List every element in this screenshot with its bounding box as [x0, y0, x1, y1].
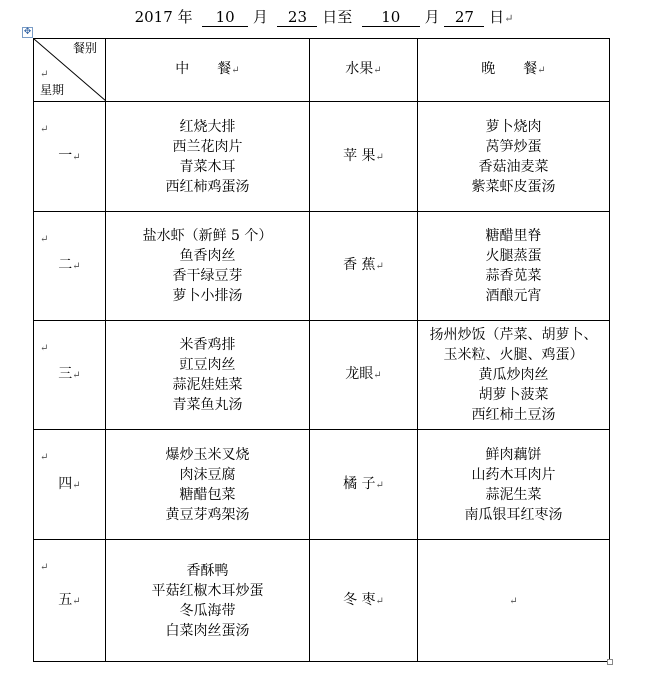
day-cell: ↵ 三↵	[34, 321, 106, 430]
dish: 青菜鱼丸汤	[172, 397, 243, 413]
day-label: 三	[58, 366, 73, 382]
dish: 南瓜银耳红枣汤	[464, 506, 563, 523]
dish: 蒜香苋菜	[485, 268, 542, 284]
lunch-cell	[106, 102, 310, 212]
dish: 黄豆芽鸡架汤	[165, 506, 250, 523]
dish: 萝卜烧肉	[485, 118, 542, 135]
paragraph-mark: ↵	[504, 12, 514, 25]
header-fruit: 水果↵	[310, 39, 418, 102]
title-day-unit-1: 日至	[322, 8, 353, 26]
paragraph-mark: ↵	[40, 69, 49, 80]
title-start-month: 10	[202, 9, 248, 27]
fruit: 香 蕉	[343, 257, 376, 273]
dish: 香菇油麦菜	[478, 158, 549, 175]
day-label: 一	[58, 147, 73, 164]
paragraph-mark: ↵	[509, 595, 518, 607]
table-row	[34, 212, 610, 321]
dish: 糖醋包菜	[179, 486, 236, 503]
dish: 糖醋里脊	[485, 228, 542, 244]
fruit: 苹 果	[343, 147, 376, 164]
header-corner-cell	[34, 39, 106, 102]
header-row	[34, 39, 610, 102]
header-lunch: 中 餐↵	[106, 39, 310, 102]
dish: 白菜肉丝蛋汤	[165, 622, 250, 639]
dish: 西红柿土豆汤	[471, 407, 556, 423]
dish: 米香鸡排	[179, 337, 236, 353]
weekly-menu-table	[33, 38, 610, 662]
table-row	[34, 540, 610, 662]
dish: 扬州炒饭（芹菜、胡萝卜、	[429, 327, 598, 343]
lunch-cell	[106, 321, 310, 430]
fruit-cell: 龙眼↵	[310, 321, 418, 430]
dish: 肉沫豆腐	[179, 466, 236, 483]
day-cell: ↵ 五↵	[34, 540, 106, 662]
fruit-cell: 橘 子↵	[310, 430, 418, 540]
dish: 爆炒玉米叉烧	[165, 446, 250, 463]
fruit-cell: 香 蕉↵	[310, 212, 418, 321]
dish: 蒜泥娃娃菜	[172, 377, 243, 393]
dish: 紫菜虾皮蛋汤	[471, 178, 556, 195]
title-month-unit-2: 月	[424, 8, 440, 26]
dish: 酒酿元宵	[485, 288, 542, 304]
table-move-handle-icon[interactable]: ✥	[23, 27, 32, 37]
dish: 豇豆肉丝	[179, 357, 236, 373]
table-row	[34, 321, 610, 430]
day-cell: ↵ 二↵	[34, 212, 106, 321]
dish: 盐水虾（新鲜 5 个）	[142, 228, 273, 244]
dinner-cell	[418, 540, 610, 662]
header-dinner: 晚 餐↵	[418, 39, 610, 102]
dish: 红烧大排	[179, 118, 236, 135]
dish: 萝卜小排汤	[172, 288, 243, 304]
weekday-label: 星期	[40, 83, 65, 97]
title-start-day: 23	[277, 9, 317, 27]
dish: 平菇红椒木耳炒蛋	[151, 582, 264, 599]
dish: 香干绿豆芽	[172, 268, 243, 284]
dish: 西红柿鸡蛋汤	[165, 178, 250, 195]
dish: 火腿蒸蛋	[485, 248, 542, 264]
table-row	[34, 430, 610, 540]
day-cell: ↵ 一↵	[34, 102, 106, 212]
title-end-day: 27	[444, 9, 484, 27]
dish: 玉米粒、火腿、鸡蛋）	[443, 347, 584, 363]
dinner-cell	[418, 102, 610, 212]
title-month-unit-1: 月	[252, 8, 268, 26]
dish: 山药木耳肉片	[471, 466, 556, 483]
fruit-cell: 冬 枣↵	[310, 540, 418, 662]
dish: 冬瓜海带	[179, 602, 236, 619]
dish: 西兰花肉片	[172, 138, 243, 155]
day-label: 二	[58, 257, 73, 273]
table-row	[34, 102, 610, 212]
title-day-unit-2: 日	[489, 8, 505, 26]
dish: 黄瓜炒肉丝	[478, 367, 549, 383]
dinner-cell	[418, 321, 610, 430]
title-year-unit: 年	[177, 8, 193, 26]
dish: 胡萝卜菠菜	[478, 387, 549, 403]
meal-type-label: 餐别	[72, 41, 97, 55]
lunch-cell	[106, 430, 310, 540]
dish: 鱼香肉丝	[179, 248, 236, 264]
fruit: 冬 枣	[343, 591, 376, 608]
day-label: 五	[58, 591, 73, 608]
dish: 蒜泥生菜	[485, 486, 542, 503]
table-resize-handle[interactable]	[607, 659, 613, 665]
dish: 莴笋炒蛋	[485, 138, 542, 155]
lunch-cell	[106, 212, 310, 321]
dish: 鲜肉藕饼	[485, 446, 542, 463]
day-cell: ↵ 四↵	[34, 430, 106, 540]
dinner-cell	[418, 212, 610, 321]
lunch-cell	[106, 540, 310, 662]
menu-date-title	[0, 6, 648, 27]
day-label: 四	[58, 475, 73, 492]
fruit-cell: 苹 果↵	[310, 102, 418, 212]
fruit: 龙眼	[345, 366, 374, 382]
fruit: 橘 子	[343, 475, 376, 492]
dish: 香酥鸭	[186, 562, 229, 579]
title-year: 2017	[134, 8, 173, 26]
dish: 青菜木耳	[179, 158, 236, 175]
title-end-month: 10	[362, 9, 420, 27]
dinner-cell	[418, 430, 610, 540]
